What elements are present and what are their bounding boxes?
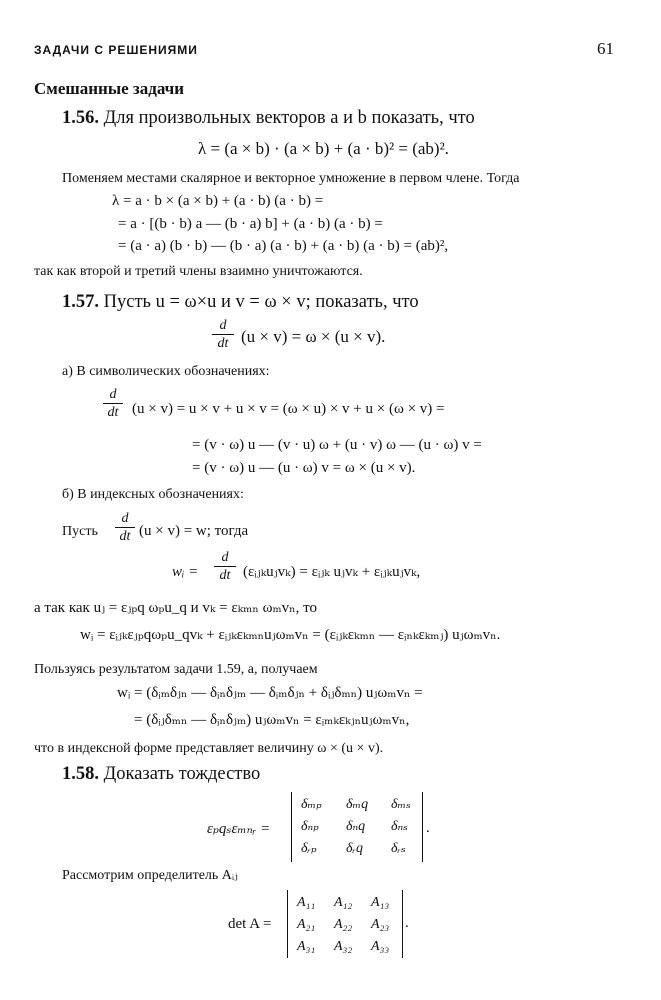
derivative-fraction	[103, 387, 123, 420]
running-header: ЗАДАЧИ С РЕШЕНИЯМИ	[34, 43, 198, 57]
fraction-bar	[103, 403, 123, 404]
derivation-line-2: = a · [(b · b) a — (b · a) b] + (a · b) (a · b) =	[118, 216, 383, 232]
derivation-line-3: = (a · a) (b · b) — (b · a) (a · b) + (a · b) (a · b) = (ab)²,	[118, 238, 449, 254]
denominator: dt	[219, 568, 231, 583]
problem-statement: Доказать тождество	[103, 764, 261, 784]
matrix-a-determinant	[287, 890, 403, 958]
det-cell: A₃₃	[371, 939, 390, 954]
problem-number: 1.58.	[62, 764, 99, 784]
det-cell: A₁₁	[297, 895, 316, 910]
problem-1-57-heading	[62, 293, 419, 312]
problem-1-56-heading	[62, 109, 475, 128]
numerator: d	[109, 387, 117, 402]
part-a-line-1: (u × v) = u × v + u × v = (ω × u) × v + u × (ω × v) =	[132, 401, 445, 417]
since-text: а так как uⱼ = εⱼₚq ωₚu_q и vₖ = εₖₘₙ ωₘvₙ, то	[34, 600, 317, 616]
using-result-text: Пользуясь результатом задачи 1.59, а, получаем	[34, 662, 318, 677]
formula-1-57: (u × v) = ω × (u × v).	[241, 327, 386, 346]
index-line: wᵢ = εᵢⱼₖεⱼₚqωₚu_qvₖ + εᵢⱼₖεₖₘₙuⱼωₘvₙ = (εᵢⱼₖεₖₘₙ — εᵢₙₖεₖₘⱼ) uⱼωₘvₙ.	[80, 627, 501, 643]
det-cell: δₙq	[346, 819, 366, 834]
det-cell: δₘₛ	[391, 797, 411, 812]
derivative-fraction	[115, 511, 135, 544]
epsilon-product-lhs: εₚqₛεₘₙᵣ =	[207, 821, 271, 837]
derivation-line-1: λ = a · b × (a × b) + (a · b) (a · b) =	[112, 193, 324, 209]
det-cell: δᵣq	[346, 841, 363, 856]
det-cell: A₂₁	[297, 917, 316, 932]
det-cell: A₁₃	[371, 895, 390, 910]
wi-lhs: wᵢ =	[172, 564, 199, 580]
numerator: d	[121, 511, 129, 526]
det-cell: A₂₂	[334, 917, 353, 932]
problem-statement-end: показать, что	[315, 292, 419, 312]
determinant-period: .	[405, 915, 409, 931]
let-equation: (u × v) = w; тогда	[139, 523, 249, 539]
denominator: dt	[217, 336, 229, 351]
fraction-bar	[212, 334, 234, 335]
numerator: d	[221, 550, 229, 565]
derivative-fraction	[212, 318, 234, 351]
conclusion-text: так как второй и третий члены взаимно уничтожаются.	[34, 264, 363, 279]
delta-line-1: wᵢ = (δᵢₘδⱼₙ — δᵢₙδⱼₘ — δᵢₘδⱼₙ + δᵢⱼδₘₙ) uⱼωₘvₙ =	[117, 685, 423, 701]
problem-number: 1.56.	[62, 108, 99, 128]
det-cell: δᵣₛ	[391, 841, 406, 856]
wi-rhs: (εᵢⱼₖuⱼvₖ) = εᵢⱼₖ uⱼvₖ + εᵢⱼₖuⱼvₖ,	[243, 564, 421, 580]
problem-number: 1.57.	[62, 292, 99, 312]
fraction-bar	[214, 566, 236, 567]
formula-1-56: λ = (a × b) · (a × b) + (a · b)² = (ab)².	[198, 139, 449, 158]
delta-line-2: = (δᵢⱼδₘₙ — δᵢₙδⱼₘ) uⱼωₘvₙ = εᵢₘₖεₖⱼₙuⱼωₘvₙ,	[134, 712, 410, 728]
determinant-period: .	[426, 820, 430, 836]
det-cell: δₘₚ	[301, 797, 322, 812]
consider-text: Рассмотрим определитель Aᵢⱼ	[62, 868, 238, 883]
problem-statement-start: Пусть	[103, 292, 151, 312]
denominator: dt	[107, 405, 119, 420]
delta-determinant	[291, 792, 423, 862]
part-a-line-3: = (v · ω) u — (u · ω) v = ω × (u × v).	[192, 460, 416, 476]
det-cell: δₘq	[346, 797, 369, 812]
page-number: 61	[597, 39, 614, 58]
derivative-fraction	[214, 550, 236, 583]
numerator: d	[219, 318, 227, 333]
det-cell: δᵣₚ	[301, 841, 317, 856]
problem-statement: Для произвольных векторов a и b показать, что	[103, 108, 475, 128]
v-definition: v = ω × v;	[235, 292, 311, 312]
fraction-bar	[115, 527, 135, 528]
det-cell: A₁₂	[334, 895, 353, 910]
section-title: Смешанные задачи	[34, 79, 185, 98]
let-text: Пусть	[62, 524, 98, 539]
part-b-label: б) В индексных обозначениях:	[62, 487, 244, 502]
det-cell: A₂₃	[371, 917, 390, 932]
u-definition: u = ω×u и	[155, 292, 231, 312]
part-a-line-2: = (v · ω) u — (v · u) ω + (u · v) ω — (u · ω) v =	[192, 437, 482, 453]
denominator: dt	[119, 529, 131, 544]
index-conclusion: что в индексной форме представляет величину ω × (u × v).	[34, 741, 384, 756]
det-cell: δₙₛ	[391, 819, 408, 834]
det-a-label: det A =	[228, 916, 272, 932]
part-a-label: а) В символических обозначениях:	[62, 364, 270, 379]
solution-text: Поменяем местами скалярное и векторное умножение в первом члене. Тогда	[62, 171, 520, 186]
problem-1-58-heading	[62, 765, 260, 784]
det-cell: δₙₚ	[301, 819, 319, 834]
det-cell: A₃₂	[334, 939, 353, 954]
det-cell: A₃₁	[297, 939, 316, 954]
